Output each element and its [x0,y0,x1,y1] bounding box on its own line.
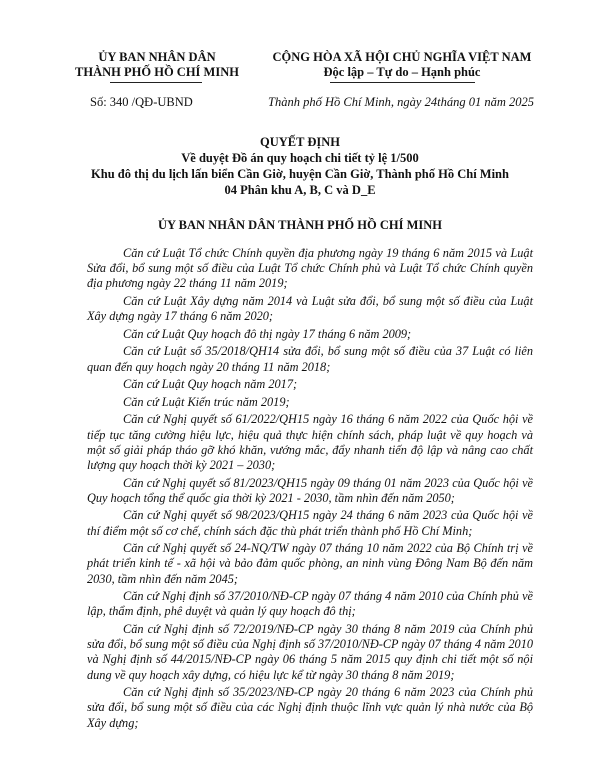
authority-heading: ỦY BAN NHÂN DÂN THÀNH PHỐ HỒ CHÍ MINH [157,218,443,232]
legal-basis-item: Căn cứ Luật Xây dựng năm 2014 và Luật sửa đổi, bổ sung một số điều của Luật Xây dựng ngày 17 tháng 6 năm 2020; [87,294,533,324]
legal-basis-item: Căn cứ Nghị quyết số 98/2023/QH15 ngày 24 tháng 6 năm 2023 của Quốc hội về thí điểm một số cơ chế, chính sách đặc thù phát triển thành phố Hồ Chí Minh; [87,508,533,538]
legal-basis-item: Căn cứ Luật Tổ chức Chính quyền địa phương ngày 19 tháng 6 năm 2015 và Luật Sửa đổi, bổ sung một số điều của Luật Tổ chức Chính phủ và Luật Tổ chức Chính quyền địa phương ngày 22 tháng 11 năm 2019; [87,246,533,291]
issuing-agency [62,50,252,80]
legal-basis-item: Căn cứ Nghị quyết số 61/2022/QH15 ngày 16 tháng 6 năm 2022 của Quốc hội về tiếp tục tăng cường hiệu lực, hiệu quả thực hiện chính sách, pháp luật về quy hoạch và một số giải pháp tháo gỡ khó khăn, vướng mắc, đẩy nhanh tiến độ lập và nâng cao chất lượng quy hoạch thời kỳ 2021 – 2030; [87,412,533,472]
agency-line-2: THÀNH PHỐ HỒ CHÍ MINH [75,65,239,79]
legal-basis-item: Căn cứ Luật số 35/2018/QH14 sửa đổi, bổ sung một số điều của 37 Luật có liên quan đến quy hoạch ngày 20 tháng 11 năm 2018; [87,344,533,374]
national-motto [262,50,542,80]
legal-basis-item: Căn cứ Luật Kiến trúc năm 2019; [123,394,290,409]
legal-basis-item: Căn cứ Nghị định số 37/2010/NĐ-CP ngày 07 tháng 4 năm 2010 của Chính phủ về lập, thẩm định, phê duyệt và quản lý quy hoạch đô thị; [87,589,533,619]
country-name: CỘNG HÒA XÃ HỘI CHỦ NGHĨA VIỆT NAM [272,50,532,64]
legal-basis-item: Căn cứ Luật Quy hoạch năm 2017; [123,377,298,392]
decision-title [60,134,540,198]
legal-basis-item: Căn cứ Luật Quy hoạch đô thị ngày 17 tháng 6 năm 2009; [123,326,412,341]
legal-basis-item: Căn cứ Nghị quyết số 24-NQ/TW ngày 07 tháng 10 năm 2022 của Bộ Chính trị về phát triển kinh tế - xã hội và bảo đảm quốc phòng, an ninh vùng Đông Nam Bộ đến năm 2030, tầm nhìn đến năm 2045; [87,541,533,586]
legal-basis [87,246,533,733]
decision-subject-1: Về duyệt Đồ án quy hoạch chi tiết tỷ lệ 1/500 [181,151,419,165]
agency-underline [110,82,202,83]
agency-line-1: ỦY BAN NHÂN DÂN [98,50,216,64]
motto-underline [330,82,475,83]
legal-basis-item: Căn cứ Nghị định số 72/2019/NĐ-CP ngày 30 tháng 8 năm 2019 của Chính phủ sửa đổi, bổ sung một số điều của Nghị định số 37/2010/NĐ-CP ngày 07 tháng 4 năm 2010 và Nghị định số 44/2015/NĐ-CP ngày 06 tháng 5 năm 2015 quy định chi tiết một số nội dung về quy hoạch xây dựng, có hiệu lực kể từ ngày 30 tháng 8 năm 2019; [87,621,533,682]
document-number: Số: 340 /QĐ-UBND [90,95,193,109]
decision-heading: QUYẾT ĐỊNH [260,135,340,149]
decision-subject-2: Khu đô thị du lịch lấn biển Cần Giờ, huyện Cần Giờ, Thành phố Hồ Chí Minh [91,167,509,181]
document-date: Thành phố Hồ Chí Minh, ngày 24tháng 01 năm 2025 [268,95,534,109]
legal-basis-item: Căn cứ Nghị quyết số 81/2023/QH15 ngày 09 tháng 01 năm 2023 của Quốc hội về Quy hoạch tổng thể quốc gia thời kỳ 2021 - 2030, tầm nhìn đến năm 2050; [87,475,533,505]
motto: Độc lập – Tự do – Hạnh phúc [323,65,481,79]
decision-subject-3: 04 Phân khu A, B, C và D_E [224,183,376,197]
legal-basis-item: Căn cứ Nghị định số 35/2023/NĐ-CP ngày 20 tháng 6 năm 2023 của Chính phủ sửa đổi, bổ sung một số điều của các Nghị định thuộc lĩnh vực quản lý nhà nước của Bộ Xây dựng; [87,685,533,730]
